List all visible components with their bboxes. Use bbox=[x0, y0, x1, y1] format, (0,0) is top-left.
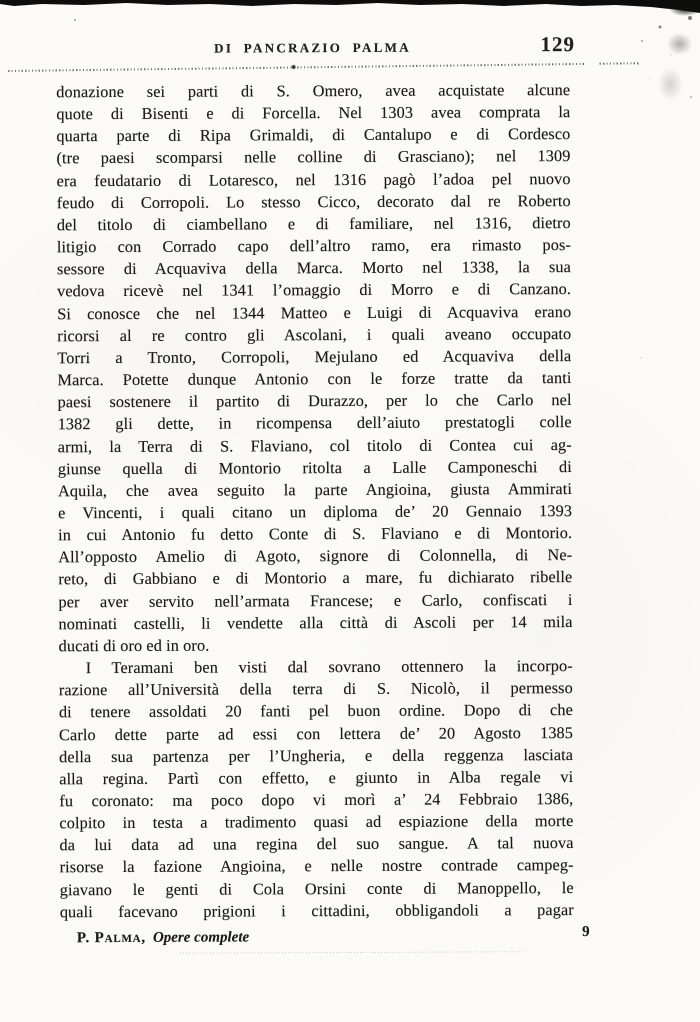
text-line: Torri a Tronto, Corropoli, Mejulano ed Acquaviva della bbox=[57, 345, 572, 368]
text-line: I Teramani ben visti dal sovrano ottennero la incorpo- bbox=[85, 656, 573, 678]
text-line: (tre paesi scomparsi nelle colline di Grasciano); nel 1309 bbox=[56, 146, 571, 168]
text-line: quali facevano prigioni i cittadini, obbligandoli a pagar bbox=[59, 899, 574, 922]
text-line: colpito in testa a tradimento quasi ad espiazione della morte bbox=[59, 811, 574, 833]
text-line: reto, di Gabbiano e di Montorio a mare, fu dichiarato ribelle bbox=[58, 567, 573, 589]
text-line: risorse la fazione Angioina, e nelle nostre contrade campeg- bbox=[59, 855, 574, 877]
text-line: di tenere assoldati 20 fanti pel buon ordine. Dopo di che bbox=[58, 700, 573, 722]
text-line: della sua partenza per l’Ungheria, e della reggenza lasciata bbox=[59, 744, 574, 766]
text-line: paesi sostenere il partito di Durazzo, per lo che Carlo nel bbox=[57, 390, 572, 412]
footer-author: P. Palma, bbox=[76, 929, 146, 947]
text-line: del titolo di ciambellano e di familiare, nel 1316, dietro bbox=[56, 212, 571, 235]
text-line: donazione sei parti di S. Omero, avea acquistate alcune bbox=[56, 80, 571, 102]
text-line: per aver servito nell’armata Francese; e Carlo, confiscati i bbox=[58, 589, 573, 611]
text-line: All’opposto Amelio di Agoto, signore di Colonnella, di Ne- bbox=[58, 545, 573, 567]
text-line: in cui Antonio fu detto Conte di S. Flaviano e di Montorio. bbox=[58, 523, 573, 545]
rule-gap bbox=[584, 62, 599, 66]
text-line: ricorsi al re contro gli Ascolani, i quali aveano occupato bbox=[57, 323, 572, 345]
text-line: alla regina. Partì con effetto, e giunto in Alba regale vi bbox=[59, 766, 574, 789]
text-line: razione all’Università della terra di S. Nicolò, il permesso bbox=[58, 678, 573, 700]
text-line: ducati di oro ed in oro. bbox=[58, 635, 210, 656]
text-line: sessore di Acquaviva della Marca. Morto nel 1338, la sua bbox=[56, 257, 572, 279]
text-line: giavano le genti di Cola Orsini conte di Manoppello, le bbox=[59, 877, 574, 899]
text-line: giunse quella di Montorio ritolta a Lalle Camponeschi di bbox=[57, 456, 572, 478]
text-line: e Vincenti, i quali citano un diploma de’ 20 Gennaio 1393 bbox=[58, 501, 573, 523]
text-line: vedova ricevè nel 1341 l’omaggio di Morro e di Canzano. bbox=[57, 279, 572, 301]
rule-ornament-mark bbox=[291, 64, 296, 69]
text-line: fu coronato: ma poco dopo vi morì a’ 24 Febbraio 1386, bbox=[59, 789, 574, 811]
text-line: quarta parte di Ripa Grimaldi, di Cantalupo e di Cordesco bbox=[56, 124, 571, 146]
text-line: da lui data ad una regina del suo sangue. A tal nuova bbox=[59, 833, 574, 855]
text-line: Marca. Potette dunque Antonio con le forze tratte da tanti bbox=[57, 368, 572, 390]
body-text-block bbox=[56, 79, 574, 923]
text-line: era feudatario di Lotaresco, nel 1316 pagò l’adoa pel nuovo bbox=[56, 168, 571, 190]
text-line: quote di Bisenti e di Forcella. Nel 1303 avea comprata la bbox=[56, 102, 571, 124]
text-line: Carlo dette parte ad essi con lettera de’ 20 Agosto 1385 bbox=[58, 722, 574, 744]
text-line: feudo di Corropoli. Lo stesso Cicco, decorato dal re Roberto bbox=[56, 190, 571, 213]
page-number: 129 bbox=[540, 32, 576, 57]
running-title: DI PANCRAZIO PALMA bbox=[214, 39, 411, 56]
text-line: 1382 gli dette, in ricompensa dell’aiuto prestatogli colle bbox=[57, 412, 572, 434]
footer-signature-line bbox=[77, 927, 590, 951]
text-line: nominati castelli, li vendette alla città di Ascoli per 14 mila bbox=[58, 611, 573, 634]
text-line: Si conosce che nel 1344 Matteo e Luigi di Acquaviva erano bbox=[57, 301, 572, 323]
gathering-number: 9 bbox=[582, 923, 590, 940]
text-line: armi, la Terra di S. Flaviano, col titolo di Contea cui ag- bbox=[57, 434, 572, 456]
text-line: litigio con Corrado capo dell’altro ramo, era rimasto pos- bbox=[56, 235, 571, 257]
footer-work-title: Opere complete bbox=[152, 929, 250, 946]
header-dotted-rule bbox=[8, 62, 640, 72]
bottom-showthrough-rule bbox=[180, 951, 525, 954]
text-line: Aquila, che avea seguito la parte Angioina, giusta Ammirati bbox=[57, 478, 572, 501]
